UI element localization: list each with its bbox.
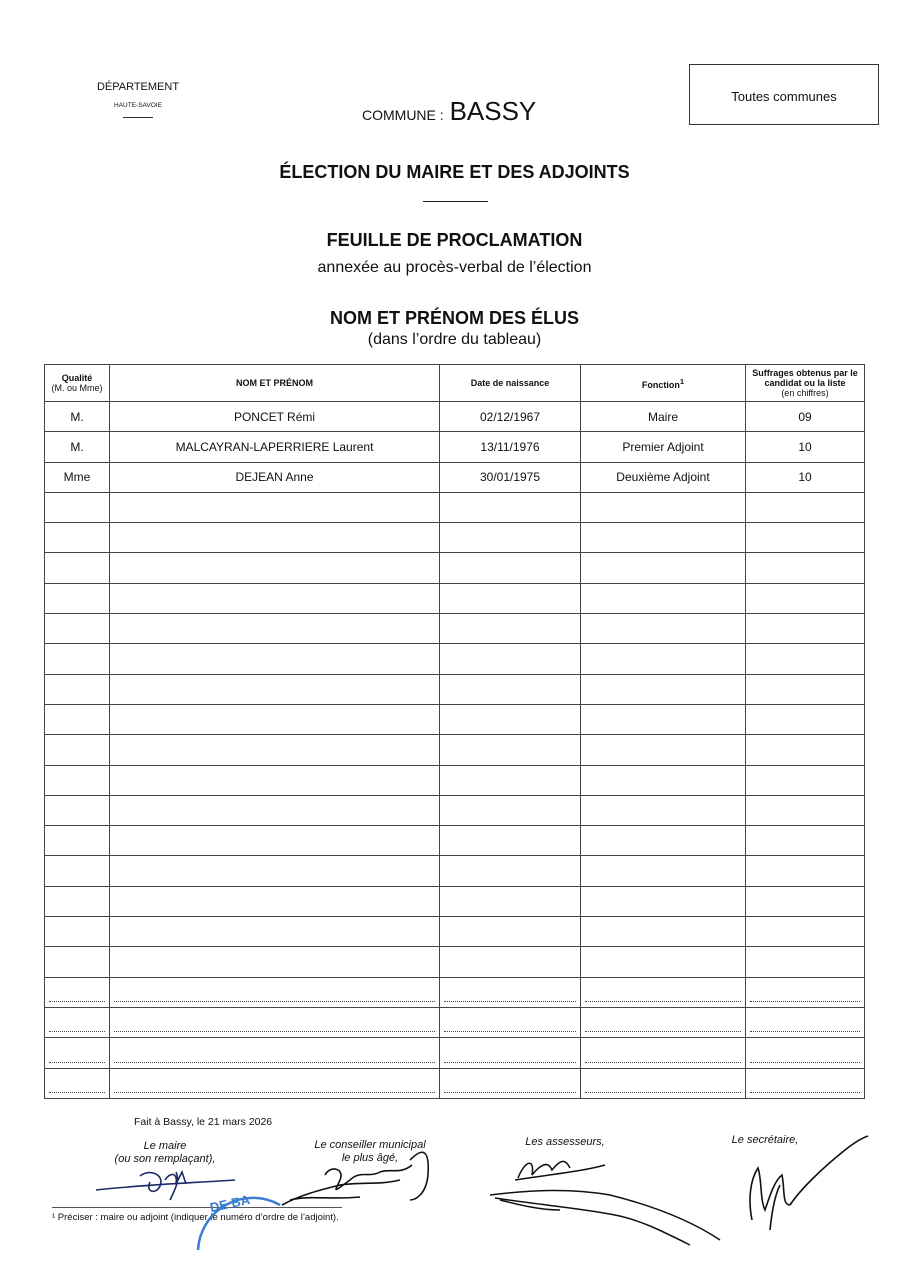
scope-box [689,64,879,125]
cell-empty [110,704,440,734]
cell-empty [440,674,581,704]
signing-place-date: Fait à Bassy, le 21 mars 2026 [134,1116,273,1128]
cell-empty [746,977,865,1007]
cell-empty [440,977,581,1007]
dotted-fill-line [444,1030,576,1032]
cell-empty [110,644,440,674]
cell-empty [581,523,746,553]
cell-empty [746,1038,865,1068]
table-row [45,462,865,492]
cell-empty [746,583,865,613]
cell-naissance: 30/01/1975 [440,462,581,492]
cell-qualite: M. [45,432,110,462]
cell-empty [440,553,581,583]
cell-empty [110,674,440,704]
cell-empty [581,553,746,583]
table-row [45,432,865,462]
table-row-empty [45,765,865,795]
cell-nom: DEJEAN Anne [110,462,440,492]
dotted-fill-line [49,1061,105,1063]
cell-empty [746,523,865,553]
header-naissance: Date de naissance [440,365,581,402]
scope-label: Toutes communes [731,89,837,104]
conseiller-signature-label: Le conseiller municipal le plus âgé, [314,1139,426,1164]
dotted-fill-line [114,1030,435,1032]
proclamation-subtitle: annexée au procès-verbal de l’élection [317,259,592,276]
cell-suffrages: 10 [746,432,865,462]
dotted-fill-line [585,1061,741,1063]
cell-empty [440,1068,581,1098]
cell-empty [581,644,746,674]
table-row-empty [45,886,865,916]
cell-empty [746,704,865,734]
cell-empty [45,1038,110,1068]
election-title: ÉLECTION DU MAIRE ET DES ADJOINTS [279,162,630,182]
elected-table [44,364,865,1099]
cell-empty [581,1068,746,1098]
cell-empty [110,1068,440,1098]
cell-empty [440,765,581,795]
dotted-fill-line [444,1000,576,1002]
footnote-rule [52,1207,342,1208]
maire-signature [96,1172,235,1200]
cell-empty [110,826,440,856]
cell-empty [110,553,440,583]
dotted-fill-line [585,1091,741,1093]
table-row-dotted [45,1007,865,1037]
cell-empty [110,1038,440,1068]
elected-names-title: NOM ET PRÉNOM DES ÉLUS [329,308,580,328]
cell-naissance: 13/11/1976 [440,432,581,462]
table-row-empty [45,856,865,886]
dotted-fill-line [114,1000,435,1002]
cell-fonction: Premier Adjoint [581,432,746,462]
cell-empty [45,765,110,795]
cell-empty [45,583,110,613]
cell-empty [581,704,746,734]
cell-empty [110,1007,440,1037]
cell-empty [45,644,110,674]
cell-empty [440,886,581,916]
cell-naissance: 02/12/1967 [440,402,581,432]
cell-empty [581,856,746,886]
cell-empty [45,614,110,644]
cell-qualite: Mme [45,462,110,492]
cell-empty [746,917,865,947]
cell-empty [110,492,440,522]
dotted-fill-line [49,1000,105,1002]
cell-suffrages: 10 [746,462,865,492]
cell-empty [581,1007,746,1037]
cell-empty [440,614,581,644]
cell-nom: MALCAYRAN-LAPERRIERE Laurent [110,432,440,462]
cell-empty [45,856,110,886]
cell-empty [440,917,581,947]
cell-empty [110,886,440,916]
dotted-fill-line [750,1091,860,1093]
cell-empty [746,795,865,825]
cell-empty [110,856,440,886]
dotted-fill-line [750,1030,860,1032]
dotted-fill-line [114,1061,435,1063]
cell-empty [45,886,110,916]
cell-empty [746,614,865,644]
cell-empty [581,583,746,613]
department-rule [123,117,153,118]
commune-name: BASSY [449,96,537,126]
table-row-dotted [45,1038,865,1068]
cell-empty [45,1007,110,1037]
cell-fonction: Deuxième Adjoint [581,462,746,492]
table-row-empty [45,704,865,734]
cell-empty [581,977,746,1007]
dotted-fill-line [114,1091,435,1093]
cell-empty [110,917,440,947]
cell-empty [440,826,581,856]
cell-empty [581,886,746,916]
commune-label: COMMUNE : [362,107,444,123]
cell-empty [581,674,746,704]
table-row-empty [45,492,865,522]
cell-empty [45,674,110,704]
cell-empty [45,735,110,765]
cell-empty [440,644,581,674]
dotted-fill-line [444,1091,576,1093]
proclamation-title: FEUILLE DE PROCLAMATION [326,230,583,250]
table-row [45,402,865,432]
cell-empty [581,765,746,795]
cell-empty [581,917,746,947]
table-row-empty [45,917,865,947]
cell-qualite: M. [45,402,110,432]
cell-empty [110,523,440,553]
cell-empty [110,947,440,977]
cell-empty [110,614,440,644]
table-row-dotted [45,1068,865,1098]
cell-empty [746,553,865,583]
cell-empty [440,704,581,734]
cell-empty [45,977,110,1007]
cell-empty [746,1007,865,1037]
cell-empty [746,765,865,795]
dotted-fill-line [750,1061,860,1063]
cell-empty [746,735,865,765]
table-row-empty [45,795,865,825]
header-fonction: Fonction$^1$ [581,365,746,402]
title-rule [423,201,488,202]
cell-empty [746,492,865,522]
cell-empty [746,947,865,977]
header-qualite: Qualité (M. ou Mme) [45,365,110,402]
secretaire-signature-label: Le secrétaire, [731,1134,799,1146]
dotted-fill-line [585,1030,741,1032]
table-header-row [45,365,865,402]
table-row-empty [45,826,865,856]
stamp-text: DE BA [208,1191,252,1216]
cell-empty [110,765,440,795]
department-label: DÉPARTEMENT [96,81,180,93]
cell-suffrages: 09 [746,402,865,432]
table-row-dotted [45,977,865,1007]
cell-empty [440,523,581,553]
cell-empty [45,553,110,583]
cell-empty [746,886,865,916]
dotted-fill-line [585,1000,741,1002]
assesseurs-signature-label: Les assesseurs, [525,1136,605,1148]
dotted-fill-line [49,1030,105,1032]
cell-empty [440,583,581,613]
cell-empty [746,856,865,886]
cell-empty [440,795,581,825]
maire-signature-label: Le maire (ou son remplaçant), [114,1140,216,1165]
table-row-empty [45,523,865,553]
cell-empty [581,1038,746,1068]
cell-empty [110,795,440,825]
cell-empty [110,735,440,765]
dotted-fill-line [750,1000,860,1002]
dotted-fill-line [49,1091,105,1093]
department-value: HAUTE-SAVOIE [114,102,162,109]
secretaire-signature [750,1136,868,1230]
cell-empty [45,492,110,522]
cell-empty [440,1007,581,1037]
cell-empty [45,1068,110,1098]
cell-empty [45,704,110,734]
cell-empty [746,674,865,704]
cell-empty [746,1068,865,1098]
cell-empty [110,583,440,613]
table-body [45,402,865,1099]
commune-line [362,96,536,127]
table-row-empty [45,583,865,613]
cell-empty [440,735,581,765]
table-row-empty [45,553,865,583]
footnote: ¹ Préciser : maire ou adjoint (indiquer le numéro d’ordre de l’adjoint). [52,1212,339,1223]
cell-empty [45,523,110,553]
assesseurs-signature [490,1161,720,1245]
cell-empty [440,856,581,886]
dotted-fill-line [444,1061,576,1063]
cell-empty [581,614,746,644]
table-row-empty [45,947,865,977]
cell-empty [110,977,440,1007]
cell-empty [45,917,110,947]
cell-nom: PONCET Rémi [110,402,440,432]
table-row-empty [45,614,865,644]
cell-empty [45,795,110,825]
table-row-empty [45,674,865,704]
table-row-empty [45,735,865,765]
header-suffrages: Suffrages obtenus par le candidat ou la liste (en chiffres) [746,365,865,402]
elected-names-subtitle: (dans l’ordre du tableau) [367,331,542,348]
cell-empty [581,826,746,856]
cell-empty [440,1038,581,1068]
header-nom: NOM ET PRÉNOM [110,365,440,402]
cell-empty [746,644,865,674]
cell-empty [440,947,581,977]
cell-empty [581,492,746,522]
cell-empty [746,826,865,856]
cell-empty [581,795,746,825]
cell-empty [45,947,110,977]
cell-fonction: Maire [581,402,746,432]
cell-empty [581,947,746,977]
cell-empty [45,826,110,856]
cell-empty [440,492,581,522]
table-row-empty [45,644,865,674]
cell-empty [581,735,746,765]
department-block [76,81,200,118]
